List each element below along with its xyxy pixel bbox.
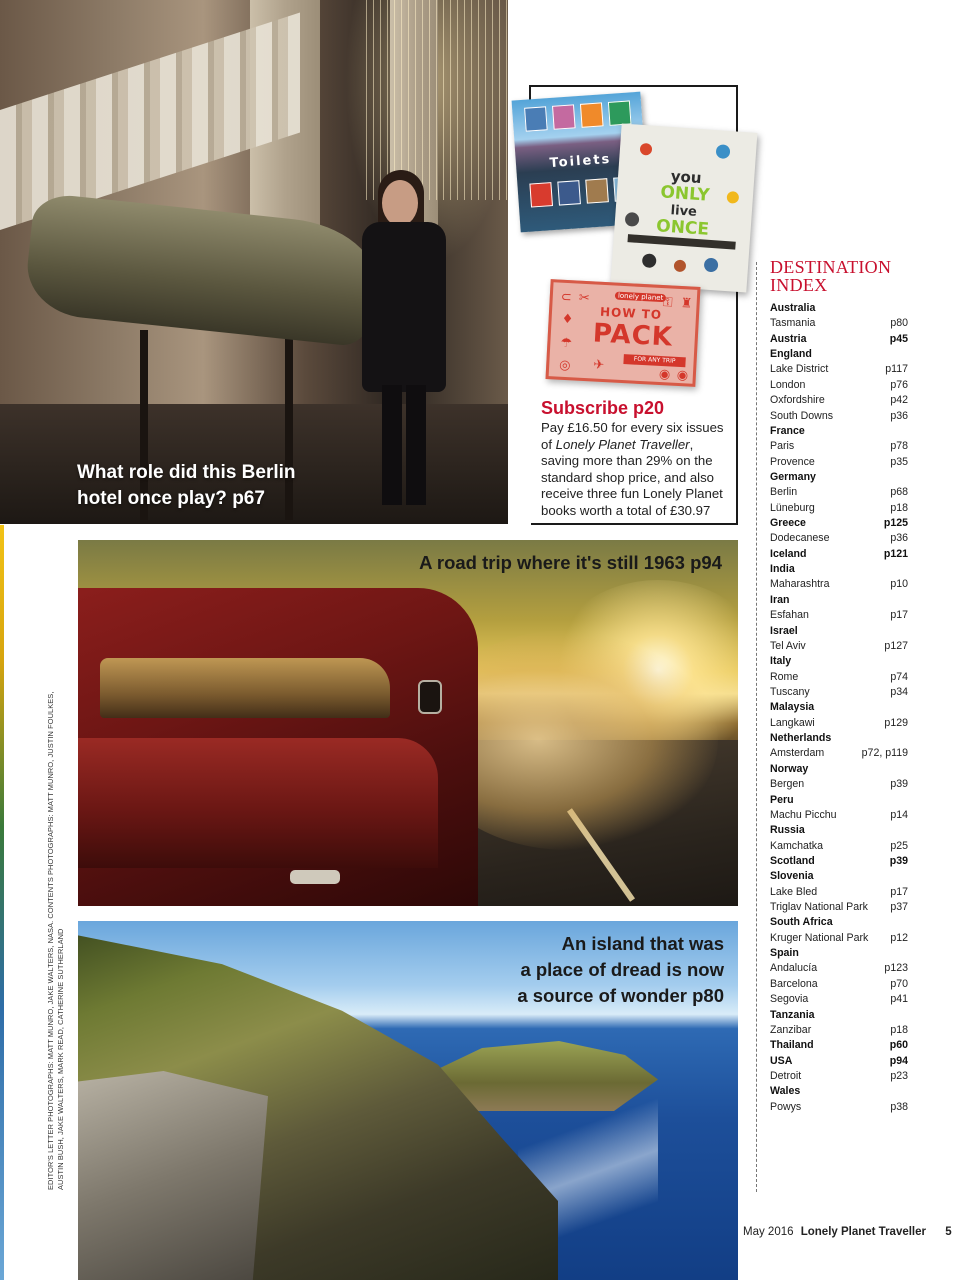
index-place	[770, 639, 910, 654]
index-entry-name: Kamchatka	[770, 839, 823, 852]
index-country	[770, 823, 910, 838]
index-entry-name: India	[770, 563, 795, 576]
index-entry-name: Scotland	[770, 854, 815, 867]
index-entry-name: Triglav National Park	[770, 901, 868, 914]
index-entry-page: p14	[890, 808, 908, 821]
index-entry-name: England	[770, 348, 812, 361]
index-place	[770, 977, 910, 992]
subscribe-title: Subscribe p20	[541, 398, 665, 418]
index-entry-name: Amsterdam	[770, 747, 825, 760]
foreground-rock	[78, 1071, 268, 1280]
hotel-caption	[77, 460, 296, 512]
index-country	[770, 424, 910, 439]
index-country	[770, 547, 910, 562]
index-entry-name: Russia	[770, 824, 805, 837]
road-trip-photo	[78, 540, 738, 906]
index-entry-name: Germany	[770, 470, 816, 483]
index-entry-name: Detroit	[770, 1069, 802, 1082]
index-country	[770, 869, 910, 884]
index-entry-name: Spain	[770, 947, 799, 960]
index-country	[770, 731, 910, 746]
index-entry-name: Rome	[770, 670, 799, 683]
index-entry-name: Austria	[770, 332, 807, 345]
index-entry-page: p23	[890, 1069, 908, 1082]
index-entry-name: Iceland	[770, 547, 807, 560]
index-entry-page: p72, p119	[861, 747, 908, 760]
index-country	[770, 470, 910, 485]
index-entry-name: France	[770, 424, 805, 437]
index-place	[770, 1100, 910, 1115]
index-entry-name: Langkawi	[770, 716, 815, 729]
index-country	[770, 854, 910, 869]
island-coast-photo	[78, 921, 738, 1280]
index-entry-page: p36	[890, 532, 908, 545]
index-entry-name: Maharashtra	[770, 578, 830, 591]
book-pack-title: PACK	[592, 318, 674, 353]
index-place	[770, 501, 910, 516]
index-entry-name: Dodecanese	[770, 532, 830, 545]
index-entry-page: p76	[890, 378, 908, 391]
index-entry-name: Italy	[770, 655, 792, 668]
index-place	[770, 531, 910, 546]
index-entry-page: p74	[890, 670, 908, 683]
photo-credits-line2: AUSTIN BUSH, JAKE WALTERS, MARK READ, CATHERINE SUTHERLAND	[56, 928, 65, 1190]
index-entry-page: p129	[884, 716, 908, 729]
coast-caption-page: p80	[692, 985, 724, 1006]
index-place	[770, 485, 910, 500]
index-entry-page: p17	[890, 609, 908, 622]
index-entry-page: p80	[890, 317, 908, 330]
index-entry-name: Lüneburg	[770, 501, 815, 514]
index-entry-name: Bergen	[770, 778, 805, 791]
book-how-to-pack: lonely planet ⊂ ✂ ⚿ ♜ ♦ ☂ ◎ HOW TO PACK FOR ANY TRIP ✈ ◉ ◉	[545, 279, 700, 387]
road-caption: A road trip where it's still 1963 p94	[419, 552, 722, 573]
index-country	[770, 332, 910, 347]
index-entry-page: p117	[885, 363, 908, 376]
truck-hood	[78, 738, 438, 868]
index-entry-page: p12	[890, 931, 908, 944]
book-you-only-live-once	[611, 123, 758, 292]
index-divider	[756, 262, 757, 1192]
index-entry-page: p70	[890, 977, 908, 990]
index-place	[770, 961, 910, 976]
coast-caption-line1: An island that was	[561, 933, 724, 954]
hotel-caption-page: p67	[232, 488, 265, 509]
index-entry-name: London	[770, 378, 806, 391]
page-footer	[743, 1226, 952, 1238]
index-entry-name: Tasmania	[770, 317, 816, 330]
index-entry-page: p125	[883, 517, 908, 530]
road-caption-page: p94	[690, 552, 722, 573]
index-entry-page: p36	[890, 409, 908, 422]
index-entry-page: p45	[889, 332, 908, 345]
book-pack-howto: HOW TO	[599, 304, 663, 323]
index-country	[770, 700, 910, 715]
photo-credits	[46, 690, 66, 1190]
index-country	[770, 762, 910, 777]
coast-caption-line2: a place of dread is now	[520, 959, 724, 980]
index-entry-name: Andalucía	[770, 962, 818, 975]
book-once-once: ONCE	[655, 216, 710, 240]
truck-mirror	[418, 680, 442, 714]
book-pack-brand: lonely planet	[615, 292, 667, 303]
index-country	[770, 654, 910, 669]
index-place	[770, 577, 910, 592]
red-truck	[78, 588, 478, 906]
index-place	[770, 746, 910, 761]
index-entry-page: p78	[890, 440, 908, 453]
footer-magazine: Lonely Planet Traveller	[800, 1226, 926, 1238]
index-entry-name: South Africa	[770, 916, 833, 929]
index-entry-page: p123	[884, 962, 908, 975]
index-entry-name: Tel Aviv	[770, 639, 806, 652]
page-edge-strip	[0, 525, 4, 1280]
index-entry-page: p25	[890, 839, 908, 852]
index-entry-name: Lake Bled	[770, 885, 818, 898]
index-entry-name: Greece	[770, 517, 806, 530]
index-entry-page: p10	[890, 578, 908, 591]
index-entry-name: Peru	[770, 793, 794, 806]
hotel-caption-line2: hotel once play? p67	[77, 488, 265, 509]
book-once-live: live	[670, 203, 698, 220]
index-country	[770, 1054, 910, 1069]
footer-issue: May 2016	[743, 1226, 794, 1238]
index-entry-name: Berlin	[770, 486, 798, 499]
index-entry-name: Kruger National Park	[770, 931, 869, 944]
index-country	[770, 347, 910, 362]
index-entry-name: Thailand	[770, 1039, 814, 1052]
index-country	[770, 301, 910, 316]
index-place	[770, 1069, 910, 1084]
index-place	[770, 455, 910, 470]
book-once-you: you	[670, 167, 703, 188]
index-place	[770, 316, 910, 331]
index-place	[770, 439, 910, 454]
index-country	[770, 624, 910, 639]
index-country	[770, 1084, 910, 1099]
index-place	[770, 685, 910, 700]
index-entry-name: Norway	[770, 762, 809, 775]
index-country	[770, 915, 910, 930]
hotel-caption-line1: What role did this Berlin	[77, 462, 296, 483]
index-place	[770, 378, 910, 393]
index-entry-name: Tuscany	[770, 685, 810, 698]
index-entry-page: p41	[890, 993, 908, 1006]
index-entry-page: p60	[889, 1039, 908, 1052]
book-pack-subtitle: FOR ANY TRIP	[623, 354, 685, 367]
index-country	[770, 562, 910, 577]
index-entry-page: p39	[890, 778, 908, 791]
index-entry-page: p34	[890, 685, 908, 698]
index-entry-page: p37	[890, 901, 908, 914]
index-entry-name: Lake District	[770, 363, 829, 376]
index-place	[770, 885, 910, 900]
index-entry-name: Provence	[770, 455, 815, 468]
index-place	[770, 931, 910, 946]
index-place	[770, 362, 910, 377]
index-entry-page: p18	[890, 501, 908, 514]
index-place	[770, 992, 910, 1007]
index-country	[770, 593, 910, 608]
page-number: 5	[945, 1226, 952, 1238]
index-entry-page: p121	[883, 547, 908, 560]
index-entry-name: Esfahan	[770, 609, 809, 622]
index-entry-name: Barcelona	[770, 977, 818, 990]
index-entry-name: Segovia	[770, 993, 809, 1006]
index-entry-page: p38	[890, 1100, 908, 1113]
berlin-hotel-photo	[0, 0, 508, 524]
subscribe-text: Pay £16.50 for every six issues of Lonely Planet Traveller, saving more than 29% on the standard shop price, and also receive three fun Lonely Planet books worth a total of £30.97	[541, 420, 724, 518]
index-place	[770, 1023, 910, 1038]
index-entry-name: Slovenia	[770, 870, 814, 883]
index-country	[770, 793, 910, 808]
index-entry-name: Oxfordshire	[770, 394, 825, 407]
crocodile-sculpture	[23, 192, 384, 348]
index-country	[770, 1038, 910, 1053]
magazine-name-italic: Lonely Planet Traveller	[555, 436, 690, 452]
index-country	[770, 1008, 910, 1023]
index-entry-page: p94	[889, 1054, 908, 1067]
index-place	[770, 808, 910, 823]
index-place	[770, 670, 910, 685]
index-country	[770, 946, 910, 961]
truck-hood-handle	[290, 870, 340, 884]
index-entry-name: Malaysia	[770, 701, 815, 714]
index-entry-name: South Downs	[770, 409, 834, 422]
book-once-only: ONLY	[659, 182, 711, 206]
index-entry-name: Iran	[770, 593, 790, 606]
index-entry-name: Netherlands	[770, 732, 832, 745]
woman-figure	[352, 160, 456, 510]
index-entry-name: Zanzibar	[770, 1023, 812, 1036]
index-entry-name: Powys	[770, 1100, 802, 1113]
index-entry-name: Tanzania	[770, 1008, 815, 1021]
destination-index-list	[770, 301, 910, 1115]
index-entry-page: p127	[884, 639, 908, 652]
index-entry-name: Wales	[770, 1085, 801, 1098]
truck-windscreen	[100, 658, 390, 718]
index-entry-name: Machu Picchu	[770, 808, 837, 821]
index-entry-name: Australia	[770, 302, 816, 314]
index-entry-name: Paris	[770, 440, 795, 453]
index-entry-page: p42	[890, 394, 908, 407]
index-entry-page: p68	[890, 486, 908, 499]
index-place	[770, 409, 910, 424]
index-place	[770, 608, 910, 623]
index-country	[770, 516, 910, 531]
index-entry-name: USA	[770, 1054, 793, 1067]
index-entry-name: Israel	[770, 624, 798, 637]
coast-caption-line3: a source of wonder p80	[517, 985, 724, 1006]
index-entry-page: p35	[890, 455, 908, 468]
index-entry-page: p18	[890, 1023, 908, 1036]
index-place	[770, 777, 910, 792]
photo-credits-line1: EDITOR'S LETTER PHOTOGRAPHS: MATT MUNRO, JAKE WALTERS, NASA. CONTENTS PHOTOGRAPHS: MATT MUNRO, JUSTIN FOULKES,	[46, 691, 55, 1190]
coast-caption	[517, 931, 724, 1009]
index-place	[770, 393, 910, 408]
book-toilets-title: Toilets	[549, 151, 612, 172]
index-place	[770, 716, 910, 731]
index-place	[770, 900, 910, 915]
index-place	[770, 839, 910, 854]
destination-index-title: DESTINATION INDEX	[770, 257, 892, 295]
index-entry-page: p39	[889, 854, 908, 867]
index-entry-page: p17	[890, 885, 908, 898]
